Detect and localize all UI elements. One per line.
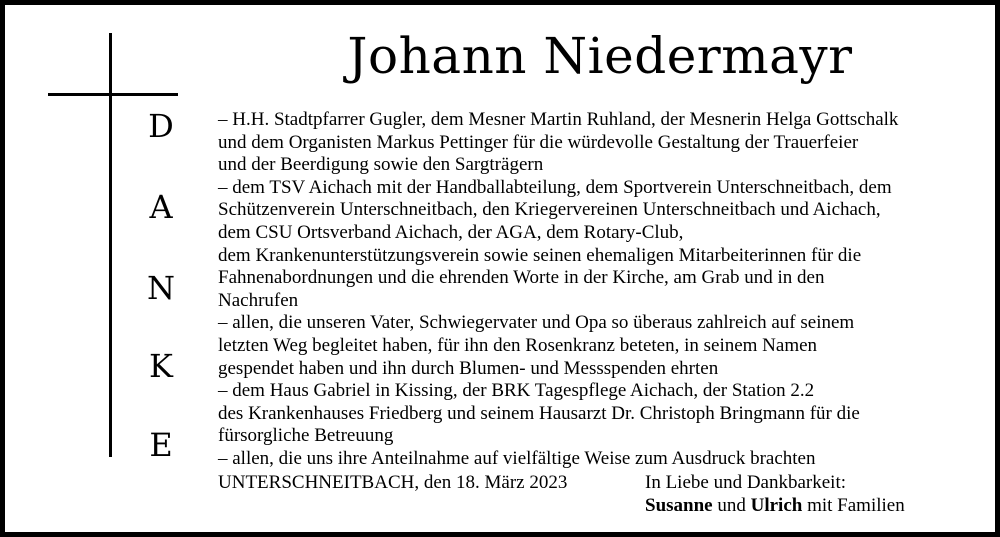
text-line: Schützenverein Unterschneitbach, den Kriegervereinen Unterschneitbach und Aichach, [218, 199, 881, 221]
text-line: letzten Weg begleitet haben, für ihn den Rosenkranz beteten, in seinem Namen [218, 334, 818, 356]
family-names [645, 495, 905, 518]
text-line: – dem TSV Aichach mit der Handballabteilung, dem Sportverein Unterschneitbach, dem [218, 176, 892, 198]
text-line: dem Krankenunterstützungsverein sowie seinen ehemaligen Mitarbeiterinnen für die [218, 244, 862, 266]
text-line: gespendet haben und ihn durch Blumen- und Messspenden ehrten [218, 357, 719, 379]
text-line: – allen, die unseren Vater, Schwiegervater und Opa so überaus zahlreich auf seinem [218, 312, 855, 334]
text-line: des Krankenhauses Friedberg und seinem Hausarzt Dr. Christoph Bringmann für die [218, 402, 860, 424]
signature-block [645, 472, 905, 517]
danke-letter-d: D [148, 107, 174, 145]
text-line: – dem Haus Gabriel in Kissing, der BRK Tagespflege Aichach, der Station 2.2 [218, 380, 815, 402]
text-line: – H.H. Stadtpfarrer Gugler, dem Mesner Martin Ruhland, der Mesnerin Helga Gottschalk [218, 109, 899, 130]
family-name-susanne: Susanne [645, 494, 713, 516]
text-line: und dem Organisten Markus Pettinger für die würdevolle Gestaltung der Trauerfeier [218, 131, 859, 153]
text-line: dem CSU Ortsverband Aichach, der AGA, dem Rotary-Club, [218, 221, 684, 243]
conjunction: und [712, 494, 751, 516]
cross-horizontal-bar [48, 93, 178, 96]
family-suffix: mit Familien [802, 494, 905, 516]
danke-letter-e: E [149, 426, 173, 464]
text-line: fürsorgliche Betreuung [218, 425, 394, 447]
danke-letter-n: N [147, 269, 175, 307]
deceased-name: Johann Niedermayr [347, 27, 853, 85]
danke-letter-k: K [149, 347, 173, 385]
text-line: – allen, die uns ihre Anteilnahme auf vielfältige Weise zum Ausdruck brachten [218, 447, 816, 469]
family-name-ulrich: Ulrich [750, 494, 803, 516]
place-date: UNTERSCHNEITBACH, den 18. März 2023 [218, 472, 568, 493]
cross-vertical-bar [109, 33, 112, 457]
text-line: und der Beerdigung sowie den Sargträgern [218, 154, 544, 176]
text-line: Nachrufen [218, 289, 299, 311]
danke-letter-a: A [149, 188, 173, 226]
closing-line: In Liebe und Dankbarkeit: [645, 472, 847, 493]
thanks-text [218, 109, 988, 471]
text-line: Fahnenabordnungen und die ehrenden Worte in der Kirche, am Grab und in den [218, 267, 825, 289]
